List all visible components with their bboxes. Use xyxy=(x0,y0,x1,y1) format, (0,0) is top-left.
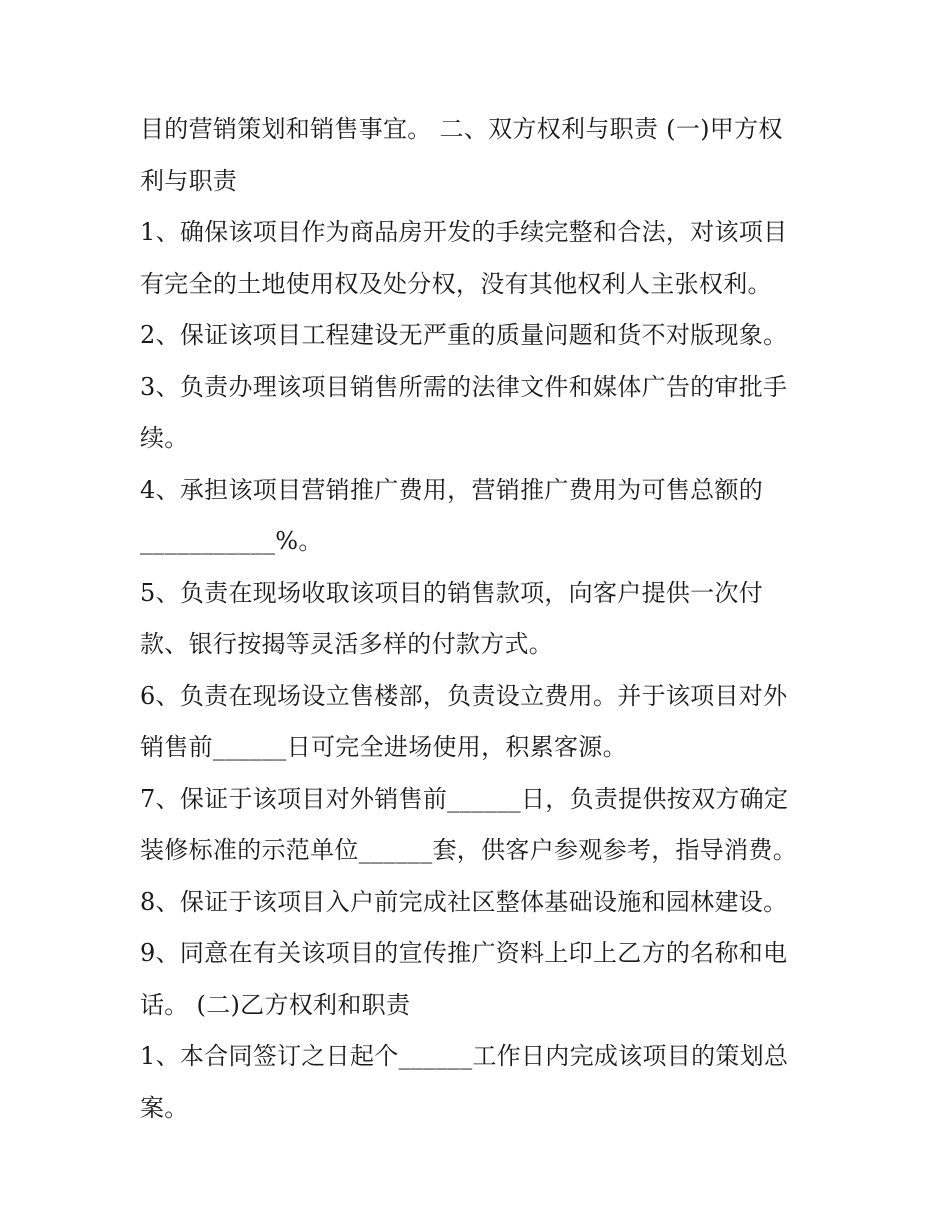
clause-party-a-3 xyxy=(140,362,810,465)
text-line: 2、保证该项目工程建设无严重的质量问题和货不对版现象。 xyxy=(140,321,788,349)
text-line: 案。 xyxy=(140,1093,189,1122)
text-line: 4、承担该项目营销推广费用，营销推广费用为可售总额的 xyxy=(140,475,764,504)
text-line: 话。 (二)乙方权利和职责 xyxy=(140,990,411,1019)
text-line: 8、保证于该项目入户前完成社区整体基础设施和园林建设。 xyxy=(140,887,788,916)
text-line: 款、银行按揭等灵活多样的付款方式。 xyxy=(140,630,554,658)
text-line: 1、确保该项目作为商品房开发的手续完整和合法，对该项目 xyxy=(140,218,788,246)
paragraph-intro xyxy=(140,104,810,207)
clause-party-a-7 xyxy=(140,774,810,877)
text-line: 销售前______日可完全进场使用，积累客源。 xyxy=(140,733,627,761)
text-line: 有完全的土地使用权及处分权，没有其他权利人主张权利。 xyxy=(140,269,772,298)
clause-party-a-5 xyxy=(140,568,810,671)
text-line: 3、负责办理该项目销售所需的法律文件和媒体广告的审批手 xyxy=(140,372,788,401)
text-line: 目的营销策划和销售事宜。 二、双方权利与职责 (一)甲方权 xyxy=(140,115,783,143)
clause-party-a-4 xyxy=(140,465,810,568)
text-line: 装修标准的示范单位______套，供客户参观参考，指导消费。 xyxy=(140,836,797,864)
text-line: 5、负责在现场收取该项目的销售款项，向客户提供一次付 xyxy=(140,578,764,607)
text-line: 6、负责在现场设立售楼部，负责设立费用。并于该项目对外 xyxy=(140,681,788,710)
clause-party-a-6 xyxy=(140,671,810,774)
text-line: ___________%。 xyxy=(140,527,323,555)
text-line: 9、同意在有关该项目的宣传推广资料上印上乙方的名称和电 xyxy=(140,939,788,967)
text-line: 续。 xyxy=(140,424,189,452)
document-body xyxy=(140,104,810,1134)
text-line: 1、本合同签订之日起个______工作日内完成该项目的策划总 xyxy=(140,1042,789,1070)
clause-party-a-8 xyxy=(140,877,810,929)
clause-party-b-1 xyxy=(140,1031,810,1134)
clause-party-a-2 xyxy=(140,310,810,362)
clause-party-a-1 xyxy=(140,207,810,310)
clause-party-a-9 xyxy=(140,928,810,1031)
text-line: 7、保证于该项目对外销售前______日，负责提供按双方确定 xyxy=(140,784,789,813)
text-line: 利与职责 xyxy=(140,166,238,195)
